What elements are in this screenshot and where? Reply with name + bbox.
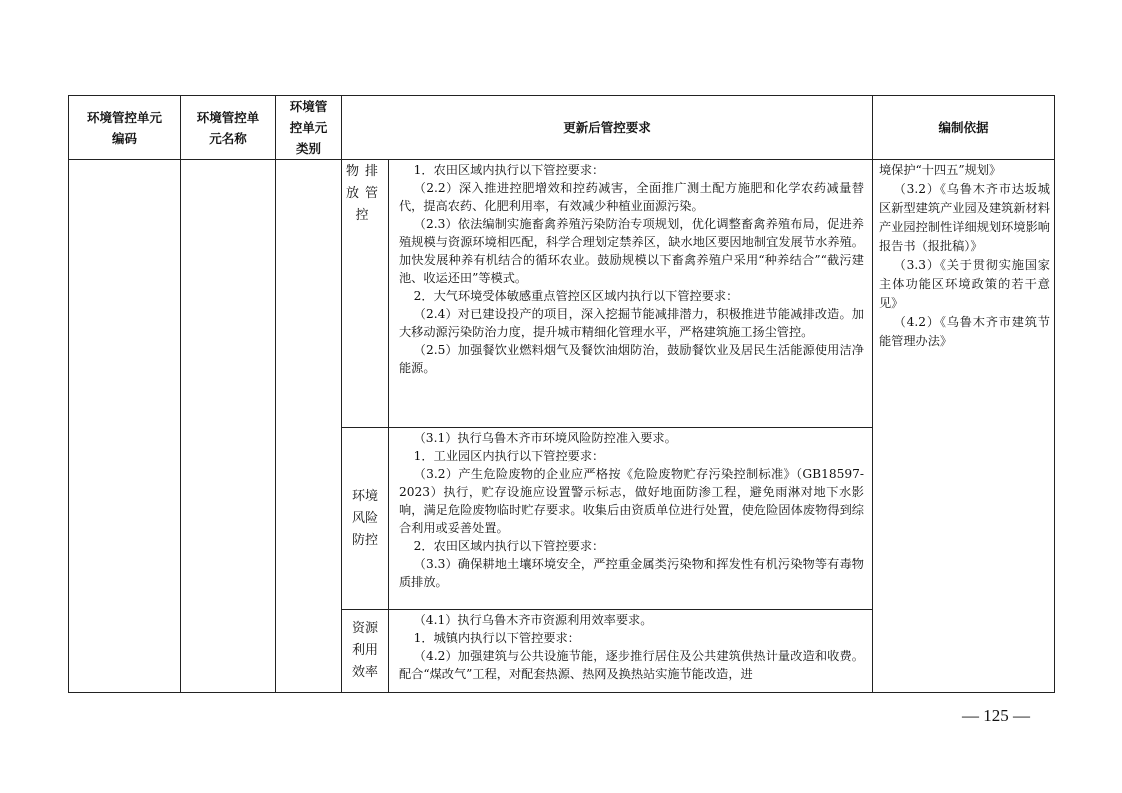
unit-type-cell	[276, 160, 342, 693]
header-updated-requirements: 更新后管控要求	[342, 96, 873, 160]
unit-name-cell	[181, 160, 276, 693]
table-header-row	[69, 96, 1055, 160]
header-unit-type: 环境管 控单元 类别	[276, 96, 342, 160]
unit-code-cell	[69, 160, 181, 693]
regulation-table	[68, 95, 1055, 693]
table-row-emission	[69, 160, 1055, 428]
category-resource-efficiency: 资源利用效率	[342, 610, 389, 693]
category-risk-control: 环境风险防控	[342, 428, 389, 610]
requirements-emission: 1．农田区域内执行以下管控要求： （2.2）深入推进控肥增效和控药减害，全面推广测土配方施肥和化学农药减量替代，提高农药、化肥利用率，有效减少种植业面源污染。 （2.3）依法编制实施畜禽养殖污染防治专项规划，优化调整畜禽养殖布局，促进养殖规模与资源环境相匹配，科学合理划定禁养区，缺水地区要因地制宜发展节水养殖。加快发展种养有机结合的循环农业。鼓励规模以下畜禽养殖户采用“种养结合”“截污建池、收运还田”等模式。 2．大气环境受体敏感重点管控区区域内执行以下管控要求： （2.4）对已建设投产的项目，深入挖掘节能减排潜力，积极推进节能减排改造。加大移动源污染防治力度，提升城市精细化管理水平，严格建筑施工扬尘管控。 （2.5）加强餐饮业燃料烟气及餐饮油烟防治，鼓励餐饮业及居民生活能源使用洁净能源。	[389, 160, 873, 428]
header-unit-name: 环境管控单 元名称	[181, 96, 276, 160]
requirements-risk: （3.1）执行乌鲁木齐市环境风险防控准入要求。 1．工业园区内执行以下管控要求： （3.2）产生危险废物的企业应严格按《危险废物贮存污染控制标准》（GB18597-2023）执行，贮存设施应设置警示标志，做好地面防渗工程，避免雨淋对地下水影响，满足危险废物临时贮存要求。收集后由资质单位进行处置，使危险固体废物得到综合利用或妥善处置。 2．农田区域内执行以下管控要求： （3.3）确保耕地土壤环境安全，严控重金属类污染物和挥发性有机污染物等有毒物质排放。	[389, 428, 873, 610]
header-unit-code: 环境管控单元 编码	[69, 96, 181, 160]
category-emission-control: 物排放管控	[342, 160, 389, 428]
requirements-resource: （4.1）执行乌鲁木齐市资源利用效率要求。 1．城镇内执行以下管控要求： （4.2）加强建筑与公共设施节能，逐步推行居住及公共建筑供热计量改造和收费。配合“煤改气”工程，对配套热源、热网及换热站实施节能改造，进	[389, 610, 873, 693]
basis-cell: 境保护“十四五”规划》 （3.2）《乌鲁木齐市达坂城区新型建筑产业园及建筑新材料产业园控制性详细规划环境影响报告书（报批稿）》 （3.3）《关于贯彻实施国家主体功能区环境政策的若干意见》 （4.2）《乌鲁木齐市建筑节能管理办法》	[873, 160, 1055, 693]
page-number: — 125 —	[962, 706, 1030, 725]
header-basis: 编制依据	[873, 96, 1055, 160]
